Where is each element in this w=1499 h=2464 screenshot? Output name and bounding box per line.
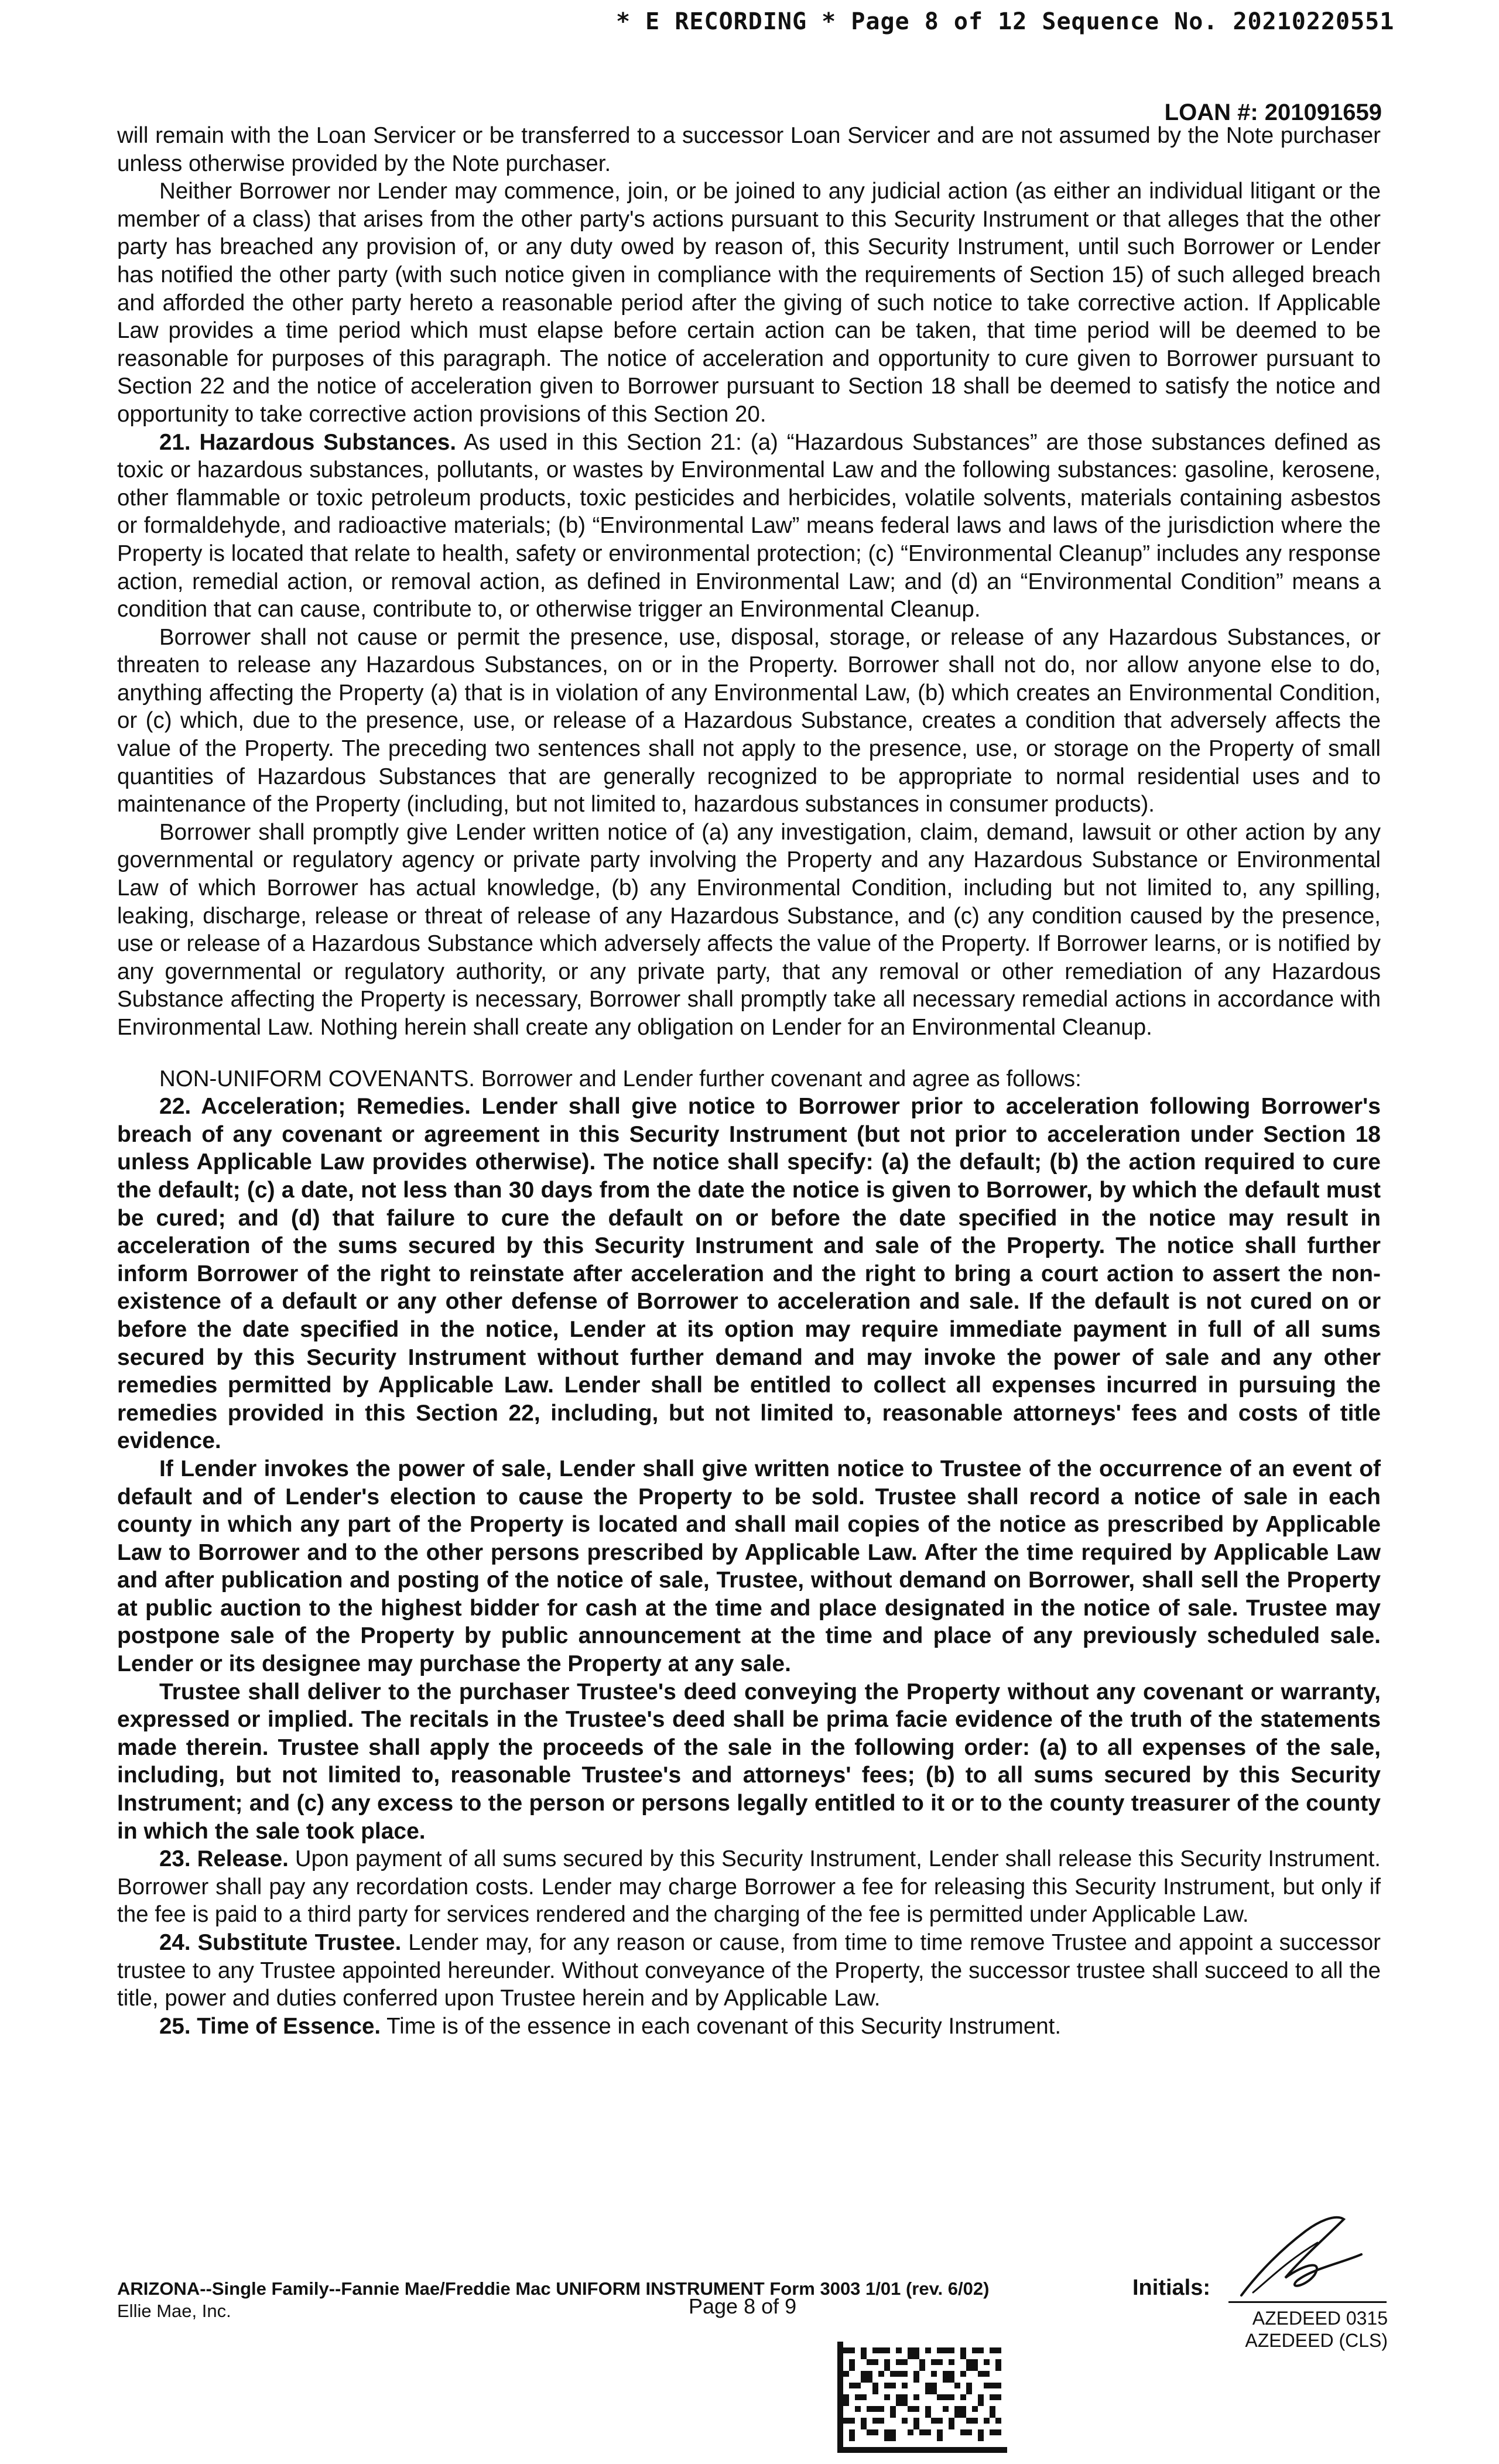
footer-form-info xyxy=(117,2278,1113,2322)
initials-signature xyxy=(1218,2208,1370,2313)
document-code-line-2: AZEDEED (CLS) xyxy=(1245,2330,1388,2351)
section-22-power-of-sale: If Lender invokes the power of sale, Lender shall give written notice to Trustee of the occurrence of an event of default and of Lender's election to cause the Property to be sold. Trustee shall record a notice of sale in each county in which any part of the Property is located and shall mail copies of the notice as prescribed by Applicable Law to Borrower and to the other persons prescribed by Applicable Law. After the time required by Applicable Law and after publication and posting of the notice of sale, Trustee, without demand on Borrower, shall sell the Property at public auction to the highest bidder for cash at the time and place designated in the notice of sale. Trustee may postpone sale of the Property by public announcement at the time and place of any previously scheduled sale. Lender or its designee may purchase the Property at any sale. xyxy=(117,1456,1381,1677)
recording-header: * E RECORDING * Page 8 of 12 Sequence No. 20210220551 xyxy=(616,8,1395,35)
section-24 xyxy=(117,1929,1381,2013)
section-24-heading: 24. Substitute Trustee. xyxy=(159,1930,402,1955)
section-25-heading: 25. Time of Essence. xyxy=(159,2013,381,2039)
section-21 xyxy=(117,429,1381,624)
section-21-text: As used in this Section 21: (a) “Hazardous Substances” are those substances defined as toxic or hazardous substances, pollutants, or wastes by Environmental Law and the following substances: gasoline, kerosene, other flammable or toxic petroleum products, toxic pesticides and herbicides, volatile solvents, materials containing asbestos or formaldehyde, and radioactive materials; (b) “Environmental Law” means federal laws and laws of the jurisdiction where the Property is located that relate to health, safety or environmental protection; (c) “Environmental Cleanup” includes any response action, remedial action, or removal action, as defined in Environmental Law; and (d) an “Environmental Condition” means a condition that can cause, contribute to, or otherwise trigger an Environmental Cleanup. xyxy=(117,429,1381,622)
initials-label: Initials: xyxy=(1132,2275,1211,2300)
section-23 xyxy=(117,1845,1381,1929)
document-code xyxy=(1230,2307,1388,2352)
paragraph-judicial-action: Neither Borrower nor Lender may commence, join, or be joined to any judicial action (as either an individual litigant or the member of a class) that arises from the other party's actions pursuant to this Security Instrument or that alleges that the other party has breached any provision of, or any duty owed by reason of, this Security Instrument, until such Borrower or Lender has notified the other party (with such notice given in compliance with the requirements of Section 15) of such alleged breach and afforded the other party hereto a reasonable period after the giving of such notice to take corrective action. If Applicable Law provides a time period which must elapse before certain action can be taken, that time period will be deemed to be reasonable for purposes of this paragraph. The notice of acceleration and opportunity to cure given to Borrower pursuant to Section 22 and the notice of acceleration given to Borrower pursuant to Section 18 shall be deemed to satisfy the notice and opportunity to take corrective action provisions of this Section 20. xyxy=(117,179,1381,427)
paragraph-continuation: will remain with the Loan Servicer or be transferred to a successor Loan Servicer and are not assumed by the Note purchaser unless otherwise provided by the Note purchaser. xyxy=(117,123,1381,176)
document-code-line-1: AZEDEED 0315 xyxy=(1252,2308,1388,2329)
section-25-text: Time is of the essence in each covenant of this Security Instrument. xyxy=(381,2013,1062,2039)
section-25 xyxy=(117,2013,1381,2041)
section-24-text: Lender may, for any reason or cause, from time to time remove Trustee and appoint a successor trustee to any Trustee appointed hereunder. Without conveyance of the Property, the successor trustee shall succeed to all the title, power and duties conferred upon Trustee herein and by Applicable Law. xyxy=(117,1930,1381,2011)
document-body xyxy=(117,122,1381,2040)
section-21-paragraph-2: Borrower shall not cause or permit the presence, use, disposal, storage, or release of any Hazardous Substances, or threaten to release any Hazardous Substances, on or in the Property. Borrower shall not do, nor allow anyone else to do, anything affecting the Property (a) that is in violation of any Environmental Law, (b) which creates an Environmental Condition, or (c) which, due to the presence, use, or release of a Hazardous Substance, creates a condition that adversely affects the value of the Property. The preceding two sentences shall not apply to the presence, use, or storage on the Property of small quantities of Hazardous Substances that are generally recognized to be appropriate to normal residential uses and to maintenance of the Property (including, but not limited to, hazardous substances in consumer products). xyxy=(117,624,1381,817)
company-name: Ellie Mae, Inc. xyxy=(117,2301,231,2321)
section-21-heading: 21. Hazardous Substances. xyxy=(159,429,457,455)
section-21-paragraph-3: Borrower shall promptly give Lender written notice of (a) any investigation, claim, demand, lawsuit or other action by any governmental or regulatory agency or private party involving the Property and any Hazardous Substance or Environmental Law of which Borrower has actual knowledge, (b) any Environmental Condition, including but not limited to, any spilling, leaking, discharge, release or threat of release of any Hazardous Substance, and (c) any condition caused by the presence, use or release of a Hazardous Substance which adversely affects the value of the Property. If Borrower learns, or is notified by any governmental or regulatory authority, or any private party, that any removal or other remediation of any Hazardous Substance affecting the Property is necessary, Borrower shall promptly take all necessary remedial actions in accordance with Environmental Law. Nothing herein shall create any obligation on Lender for an Environmental Cleanup. xyxy=(117,819,1381,1040)
section-23-text: Upon payment of all sums secured by this Security Instrument, Lender shall release this Security Instrument. Borrower shall pay any recordation costs. Lender may charge Borrower a fee for releasing this Security Instrument, but only if the fee is paid to a third party for services rendered and the charging of the fee is permitted under Applicable Law. xyxy=(117,1846,1381,1928)
form-title: ARIZONA--Single Family--Fannie Mae/Freddie Mac UNIFORM INSTRUMENT Form 3003 1/01 (rev. 6/02) xyxy=(117,2278,990,2299)
page-number: Page 8 of 9 xyxy=(689,2294,797,2318)
spacer xyxy=(117,1042,1381,1065)
loan-number: LOAN #: 201091659 xyxy=(1164,100,1382,125)
section-22-trustee-deed: Trustee shall deliver to the purchaser Trustee's deed conveying the Property without any covenant or warranty, expressed or implied. The recitals in the Trustee's deed shall be prima facie evidence of the truth of the statements made therein. Trustee shall apply the proceeds of the sale in the following order: (a) to all expenses of the sale, including, but not limited to, reasonable Trustee's and attorneys' fees; (b) to all sums secured by this Security Instrument; and (c) any excess to the person or persons legally entitled to it or to the county treasurer of the county in which the sale took place. xyxy=(117,1679,1381,1844)
non-uniform-covenants: NON-UNIFORM COVENANTS. Borrower and Lender further covenant and agree as follows: xyxy=(159,1066,1082,1091)
section-23-heading: 23. Release. xyxy=(159,1846,289,1872)
section-22-acceleration: 22. Acceleration; Remedies. Lender shall give notice to Borrower prior to acceleration following Borrower's breach of any covenant or agreement in this Security Instrument (but not prior to acceleration under Section 18 unless Applicable Law provides otherwise). The notice shall specify: (a) the default; (b) the action required to cure the default; (c) a date, not less than 30 days from the date the notice is given to Borrower, by which the default must be cured; and (d) that failure to cure the default on or before the date specified in the notice may result in acceleration of the sums secured by this Security Instrument and sale of the Property. The notice shall further inform Borrower of the right to reinstate after acceleration and the right to bring a court action to assert the non-existence of a default or any other defense of Borrower to acceleration and sale. If the default is not cured on or before the date specified in the notice, Lender at its option may require immediate payment in full of all sums secured by this Security Instrument without further demand and may invoke the power of sale and any other remedies permitted by Applicable Law. Lender shall be entitled to collect all expenses incurred in pursuing the remedies provided in this Section 22, including, but not limited to, reasonable attorneys' fees and costs of title evidence. xyxy=(117,1094,1381,1454)
barcode-2d-icon xyxy=(837,2341,1007,2453)
